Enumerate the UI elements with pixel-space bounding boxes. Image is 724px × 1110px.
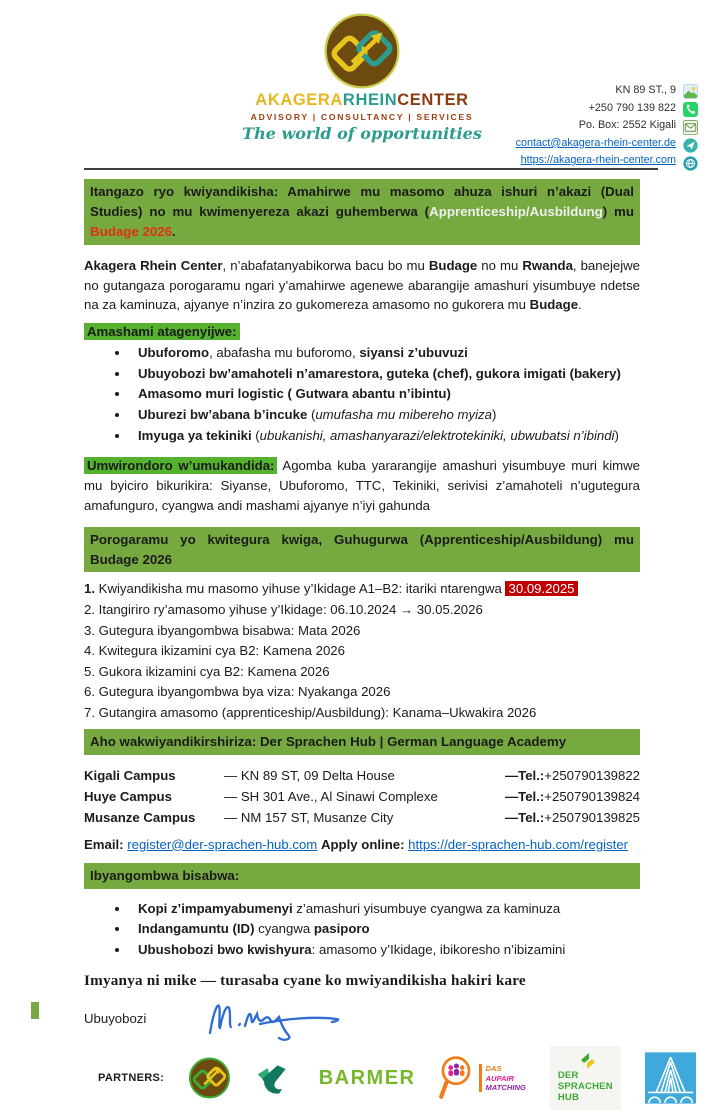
contact-website-link[interactable]: https://akagera-rhein-center.com [520, 154, 676, 167]
akagera-logo-icon [323, 12, 401, 90]
bridge-logo [645, 1047, 696, 1109]
timeline-item: 1. Kwiyandikisha mu masomo yihuse y’Ikidage A1–B2: itariki ntarengwa 30.09.2025 [84, 579, 640, 600]
list-item: • Indangamuntu (ID) cyangwa pasiporo [130, 919, 640, 940]
list-item: • Imyuga ya tekiniki (ubukanishi, amashanyarazi/elektrotekiniki, ubwubatsi n’ibindi) [130, 426, 640, 447]
programs-heading-row [84, 324, 640, 339]
barmer-logo: BARMER [318, 1066, 416, 1089]
timeline-item: 5. Gukora ikizamini cya B2: Kamena 2026 [84, 663, 330, 679]
timeline-item: 7. Gutangira amasomo (apprenticeship/Ausbildung): Kanama–Ukwakira 2026 [84, 705, 537, 720]
brand-wordmark [212, 91, 512, 110]
brand-rhein: RHEIN [342, 91, 398, 109]
aupair-line: MATCHING [485, 1082, 526, 1092]
campus-name: Huye Campus [84, 788, 172, 804]
timeline-item: 6. Gutegura ibyangombwa bya viza: Nyakanga 2026 [84, 684, 391, 700]
intro-paragraph: Akagera Rhein Center, n’abafatanyabikorwa bacu bo mu Budage no mu Rwanda, banejejwe no gutangaza porogaramu ngari y’amahirwe agenewe abarangije amashuri yisumbuye ndetse na za kaminuza, ajyanye n’inzira zo gukomereza amasomo no gukorera mu Budage. [84, 257, 640, 313]
brand-center: CENTER [397, 91, 469, 109]
apply-online-label: Apply online: [320, 836, 405, 852]
document-body [0, 170, 724, 1042]
registration-heading: Aho wakwiyandikirshiriza: Der Sprachen Hub | German Language Academy [84, 729, 640, 755]
contact-address: KN 89 ST., 9 [615, 84, 676, 96]
tel-number: +250790139825 [544, 810, 640, 826]
aupair-magnifier-icon [439, 1054, 475, 1102]
tel-label: —Tel.: [504, 767, 545, 783]
corner-mark [31, 1002, 39, 1019]
header [0, 0, 724, 167]
timeline-item: 2. Itangiriro ry’amasomo yihuse y’Ikidage: 06.10.2024 → 30.05.2026 [84, 602, 483, 618]
das-aupair-matching-logo [439, 1054, 525, 1102]
list-item: • Kopi z’impamyabumenyi z’amashuri yisumbuye cyangwa za kaminuza [130, 899, 640, 920]
table-row [84, 765, 640, 786]
campus-name: Kigali Campus [84, 767, 176, 783]
contact-email-link[interactable]: contact@akagera-rhein-center.de [515, 136, 676, 149]
signature [202, 995, 352, 1041]
contact-pobox: Po. Box: 2552 Kigali [578, 119, 676, 132]
requirements-heading: Ibyangombwa bisabwa: [84, 863, 640, 889]
requirements-list [130, 899, 640, 961]
contact-icons [683, 82, 698, 171]
akagera-rhein-partner-logo [188, 1052, 231, 1104]
table-row [84, 786, 640, 807]
campus-tel [505, 786, 640, 807]
programs-heading: Amashami atagenyijwe: [84, 323, 240, 340]
globe-icon [683, 156, 698, 171]
candidate-heading: Umwirondoro w’umukandida: [84, 457, 277, 474]
partners-label: PARTNERS: [98, 1072, 165, 1085]
send-icon [683, 138, 698, 153]
eco-check-logo [255, 1056, 295, 1100]
signature-row [84, 994, 640, 1042]
campus-tel [505, 807, 640, 828]
tel-label: —Tel.: [504, 810, 545, 826]
contact-block [516, 82, 698, 171]
announcement-title: Itangazo ryo kwiyandikisha: Amahirwe mu masomo ahuza ishuri n’akazi (Dual Studies) no mu kwimenyereza akazi guhemberwa (Apprenticeship/Ausbildung) mu Budage 2026. [84, 179, 640, 245]
closing-note: Imyanya ni mike — turasaba cyane ko mwiyandikisha hakiri kare [84, 972, 526, 990]
register-email-link[interactable]: register@der-sprachen-hub.com [127, 836, 318, 852]
campus-address: — KN 89 ST, 09 Delta House [224, 767, 395, 783]
phone-icon [683, 102, 698, 117]
sprachen-s-icon [576, 1051, 600, 1071]
contact-phone: +250 790 139 822 [588, 101, 676, 114]
photo-icon [683, 84, 698, 99]
timeline-item: 3. Gutegura ibyangombwa bisabwa: Mata 2026 [84, 622, 361, 638]
tel-number: +250790139822 [544, 767, 640, 783]
sprachen-line: HUB [557, 1092, 580, 1104]
brand-tagline: ADVISORY | CONSULTANCY | SERVICES [250, 112, 474, 122]
apply-online-link[interactable]: https://der-sprachen-hub.com/register [408, 836, 629, 852]
campus-table [84, 765, 640, 829]
brand-motto: The world of opportunities [242, 124, 482, 143]
list-item: • Ubuforomo, abafasha mu buforomo, siyansi z’ubuvuzi [130, 343, 640, 364]
campus-tel [505, 765, 640, 786]
sprachen-line: DER [557, 1070, 579, 1082]
table-row [84, 807, 640, 828]
list-item: • Ubuyobozi bw’amahoteli n’amarestora, guteka (chef), gukora imigati (bakery) [130, 364, 640, 385]
partners-row [0, 1042, 724, 1110]
campus-name: Musanze Campus [84, 810, 196, 826]
list-item: • Amasomo muri logistic ( Gutwara abantu n’ibintu) [130, 384, 640, 405]
campus-address: — SH 301 Ave., Al Sinawi Complexe [224, 788, 438, 804]
timeline-list [84, 579, 640, 723]
candidate-text: Agomba kuba yararangije amashuri yisumbuye muri kimwe mu byiciro bikurikira: Siyanse, Ubuforomo, TTC, Tekiniki, serivisi z’amahoteli n’ugutegura amafunguro, cyangwa andi mashami ajyanye n’iyi gahunda [84, 458, 640, 513]
tel-label: —Tel.: [504, 788, 545, 804]
timeline-heading: Porogaramu yo kwitegura kwiga, Guhugurwa (Apprenticeship/Ausbildung) mu Budage 2026 [84, 527, 640, 573]
list-item: • Ubushobozi bwo kwishyura: amasomo y’Ikidage, ibikoresho n’ibizamini [130, 940, 640, 961]
timeline-item: 4. Kwitegura ikizamini cya B2: Kamena 2026 [84, 643, 345, 659]
mail-icon [683, 120, 698, 135]
campus-address: — NM 157 ST, Musanze City [224, 810, 394, 826]
brand-logo [212, 0, 512, 143]
candidate-paragraph [84, 456, 640, 515]
sprachen-line: SPRACHEN [557, 1081, 613, 1093]
apply-line [84, 837, 640, 852]
aupair-line: AUPAIR [485, 1073, 515, 1083]
tel-number: +250790139824 [544, 788, 640, 804]
email-label: Email: [84, 836, 124, 852]
der-sprachen-hub-logo [550, 1046, 621, 1110]
list-item: • Uburezi bw’abana b’incuke (umufasha mu mibereho myiza) [130, 405, 640, 426]
programs-list [130, 343, 640, 446]
brand-akagera: AKAGERA [255, 91, 343, 109]
aupair-line: DAS [485, 1064, 502, 1074]
management-label: Ubuyobozi [84, 1010, 147, 1026]
